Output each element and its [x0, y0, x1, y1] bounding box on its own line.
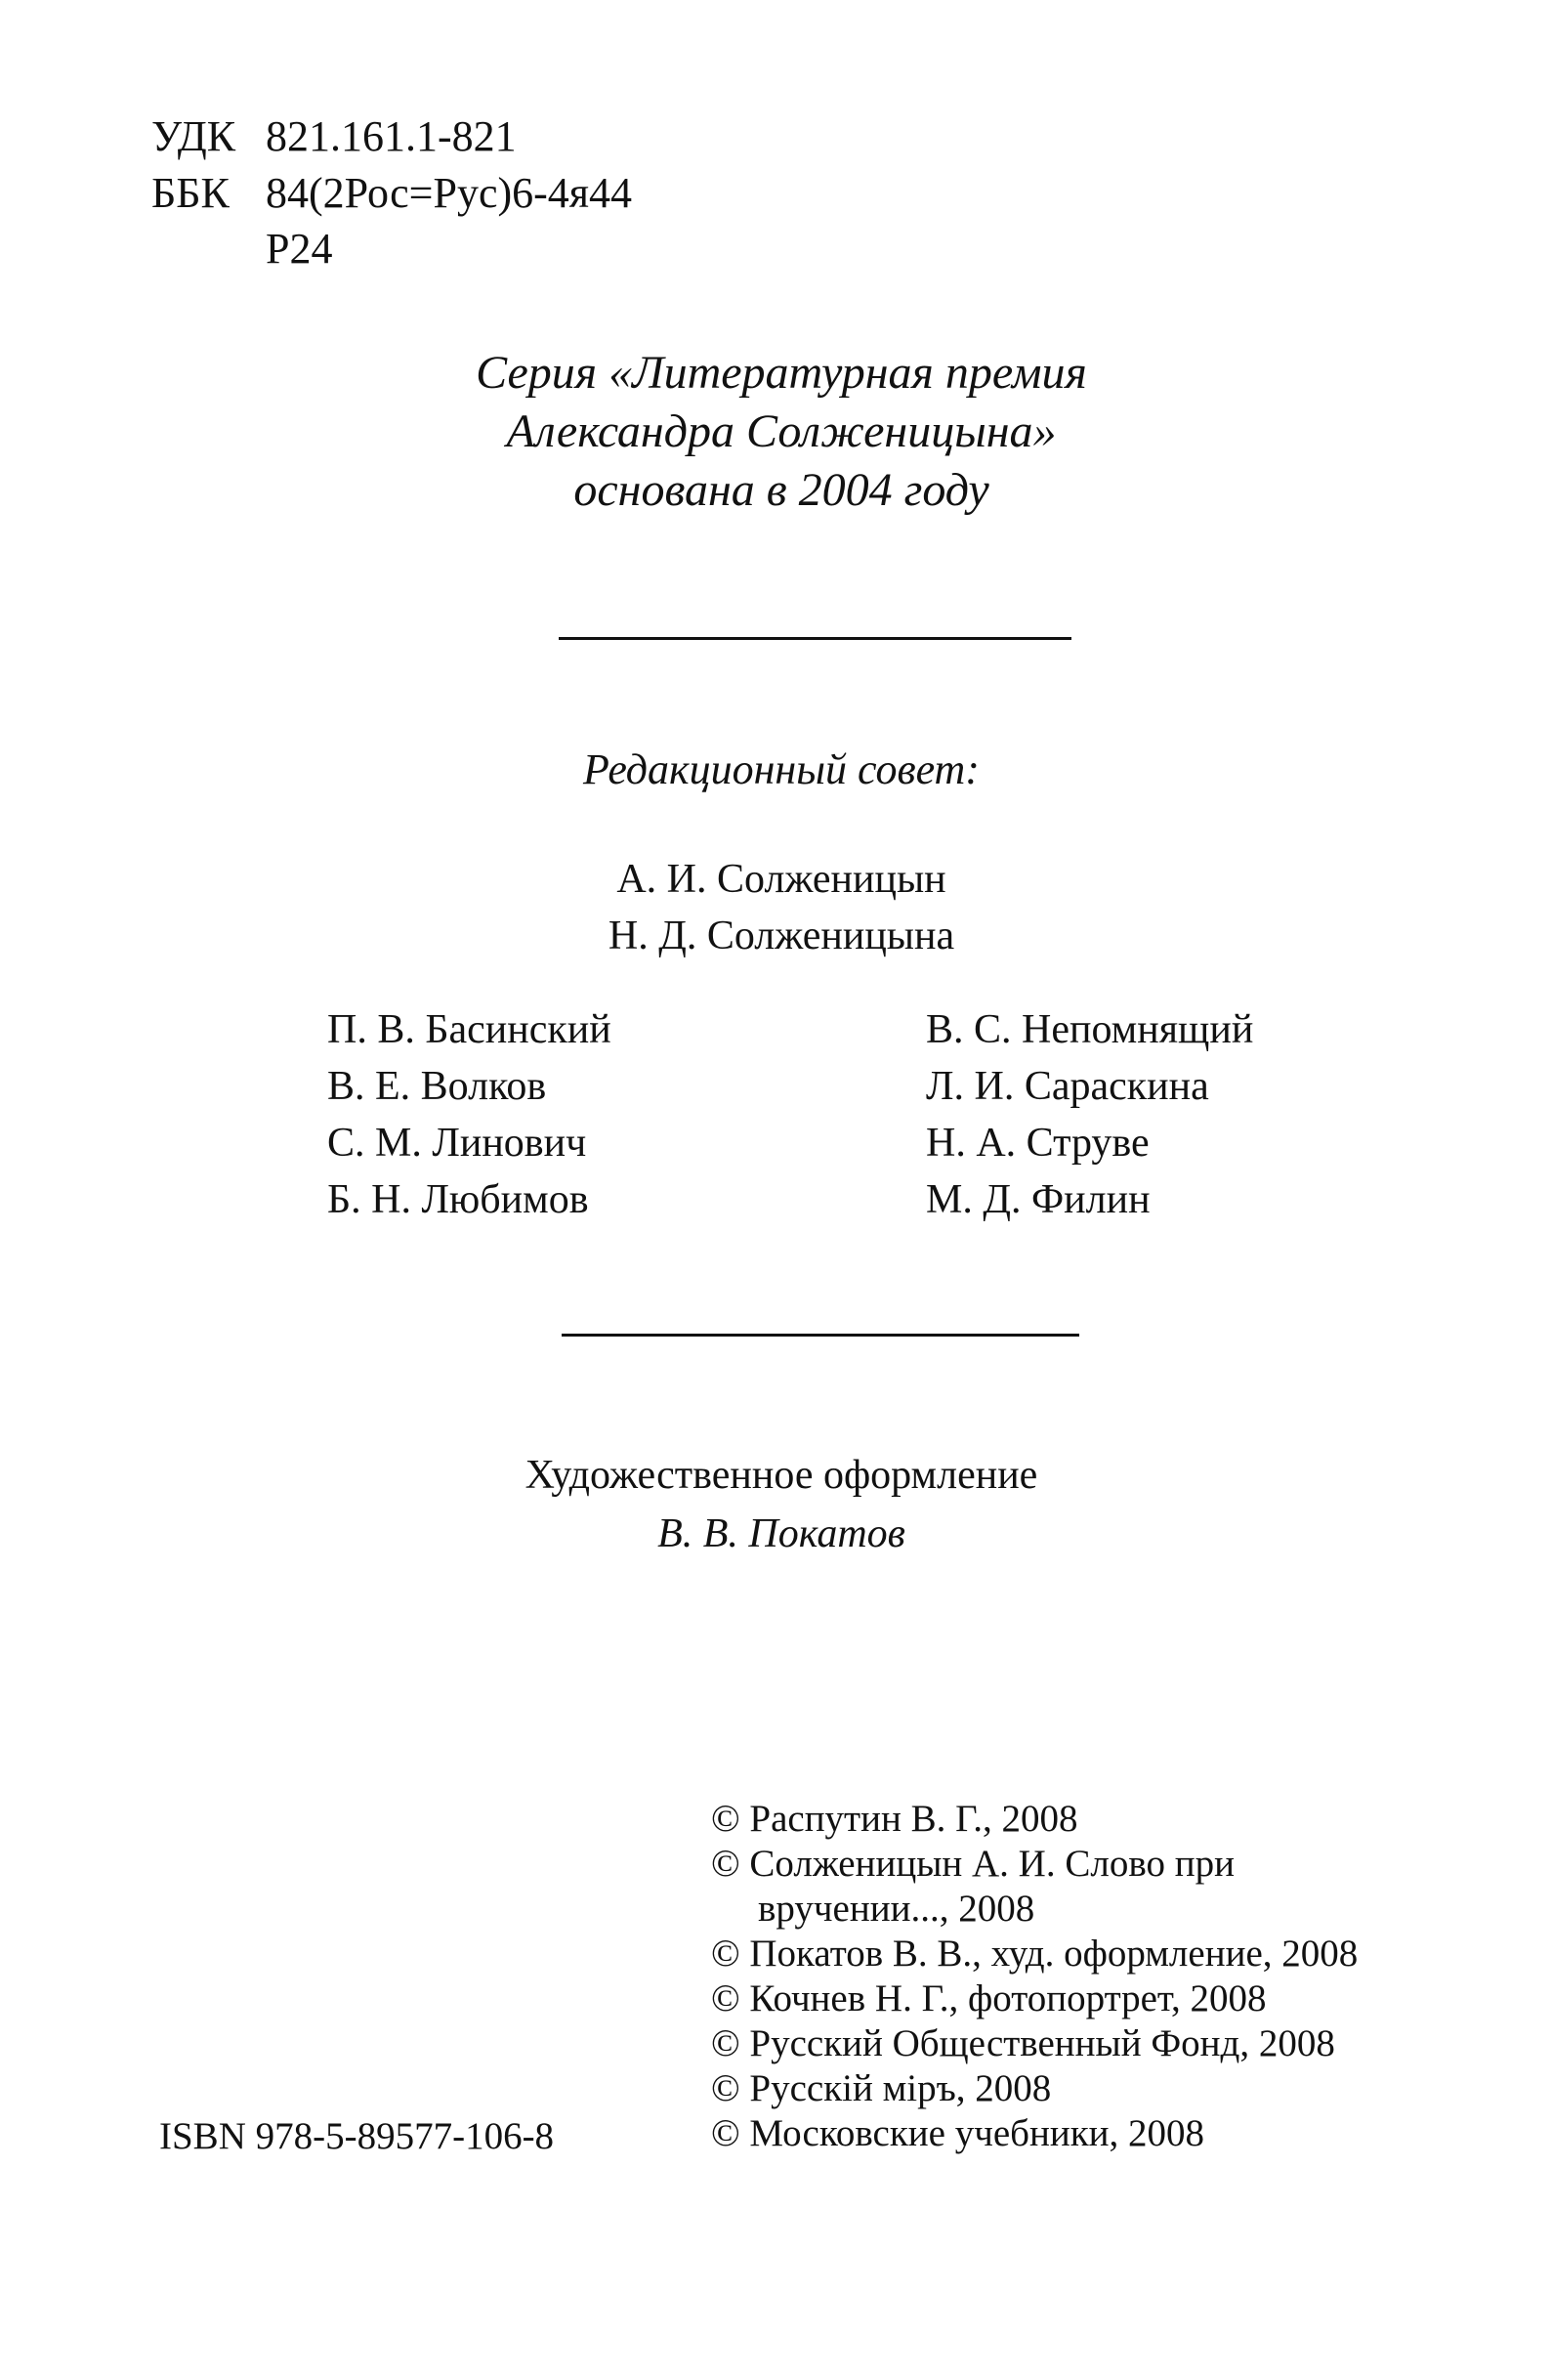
board-member: Н. А. Струве	[926, 1121, 1150, 1166]
editorial-board-title: Редакционный совет:	[583, 745, 980, 793]
board-chair: А. И. Солженицын	[616, 857, 946, 902]
design-credit-label: Художественное оформление	[524, 1453, 1038, 1498]
copyright-line: вручении..., 2008	[758, 1888, 1035, 1930]
board-member: М. Д. Филин	[926, 1177, 1151, 1222]
copyright-line: © Московские учебники, 2008	[711, 2112, 1205, 2154]
divider-bottom	[562, 1334, 1079, 1337]
board-member: Л. И. Сараскина	[926, 1064, 1209, 1109]
copyright-line: © Распутин В. Г., 2008	[711, 1798, 1078, 1840]
copyright-line: © Русскій міръ, 2008	[711, 2067, 1052, 2109]
series-line-1: Серия «Литературная премия	[476, 347, 1087, 399]
copyright-line: © Покатов В. В., худ. оформление, 2008	[711, 1933, 1359, 1975]
author-mark: Р24	[266, 225, 333, 273]
isbn: ISBN 978-5-89577-106-8	[159, 2115, 555, 2157]
board-chair: Н. Д. Солженицына	[608, 914, 955, 958]
udk-label: УДК	[151, 112, 236, 160]
board-member: С. М. Линович	[327, 1121, 587, 1166]
copyright-line: © Кочнев Н. Г., фотопортрет, 2008	[711, 1977, 1267, 2019]
copyright-line: © Солженицын А. И. Слово при	[711, 1843, 1235, 1885]
board-member: В. Е. Волков	[327, 1064, 547, 1109]
bbk-value: 84(2Рос=Рус)6-4я44	[266, 169, 633, 217]
copyright-line: © Русский Общественный Фонд, 2008	[711, 2022, 1335, 2064]
udk-value: 821.161.1-821	[266, 112, 517, 160]
series-line-2: Александра Солженицына»	[506, 405, 1057, 457]
series-line-3: основана в 2004 году	[573, 464, 989, 516]
design-credit-name: В. В. Покатов	[657, 1511, 905, 1556]
board-member: П. В. Басинский	[327, 1007, 611, 1052]
board-member: Б. Н. Любимов	[327, 1177, 589, 1222]
bbk-label: ББК	[151, 169, 230, 217]
divider-top	[559, 637, 1071, 640]
board-member: В. С. Непомнящий	[926, 1007, 1254, 1052]
